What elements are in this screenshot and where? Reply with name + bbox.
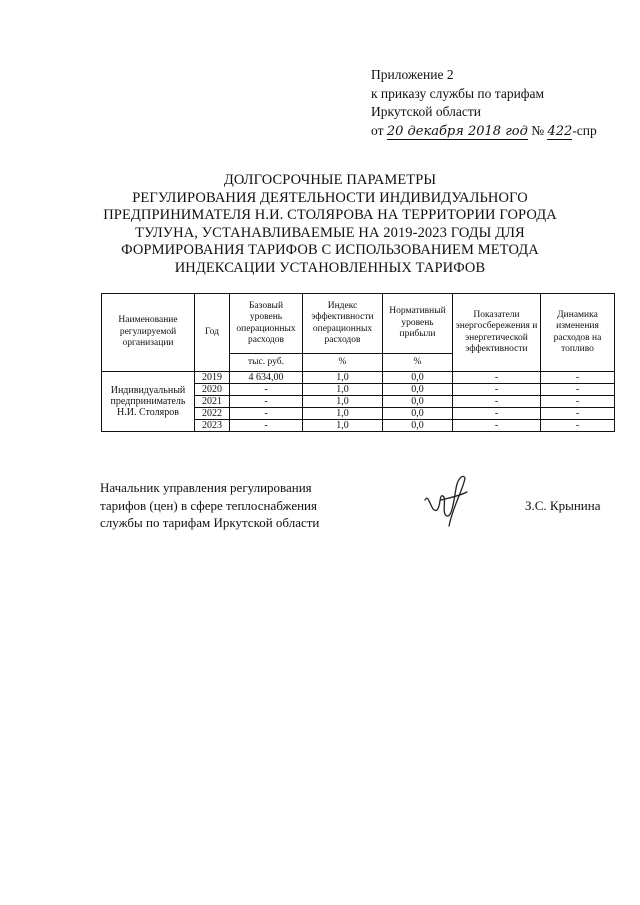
cell-profit: 0,0 <box>383 384 453 396</box>
cell-year: 2020 <box>195 384 230 396</box>
title-line-1: ДОЛГОСРОЧНЫЕ ПАРАМЕТРЫ <box>223 172 437 188</box>
order-number-handwritten: 422 <box>547 123 573 139</box>
signer-position-line-1: Начальник управления регулирования <box>100 480 312 495</box>
cell-index: 1,0 <box>303 420 383 432</box>
signer-position-line-3: службы по тарифам Иркутской области <box>100 515 320 530</box>
header-profit-level: Нормативный уровень прибыли <box>383 294 453 354</box>
cell-base: - <box>230 420 303 432</box>
appendix-header <box>371 66 597 140</box>
cell-base: - <box>230 384 303 396</box>
cell-energy: - <box>453 372 541 384</box>
unit-profit: % <box>383 354 453 372</box>
cell-base: - <box>230 396 303 408</box>
cell-year: 2019 <box>195 372 230 384</box>
header-organization: Наименование регулируемой организации <box>102 294 195 372</box>
cell-fuel: - <box>541 396 615 408</box>
appendix-line-1: Приложение 2 <box>371 67 454 82</box>
number-suffix: -спр <box>572 122 597 138</box>
title-line-4: ТУЛУНА, УСТАНАВЛИВАЕМЫЕ НА 2019-2023 ГОДЫ ДЛЯ <box>135 224 525 241</box>
cell-year: 2023 <box>195 420 230 432</box>
cell-energy: - <box>453 408 541 420</box>
appendix-order-line <box>371 122 597 141</box>
cell-fuel: - <box>541 384 615 396</box>
appendix-line-3: Иркутской области <box>371 104 482 119</box>
order-date-handwritten: 20 декабря 2018 год <box>386 123 528 139</box>
cell-year: 2022 <box>195 408 230 420</box>
title-line-6: ИНДЕКСАЦИИ УСТАНОВЛЕННЫХ ТАРИФОВ <box>174 259 486 276</box>
cell-profit: 0,0 <box>383 372 453 384</box>
cell-fuel: - <box>541 408 615 420</box>
unit-index: % <box>303 354 383 372</box>
cell-energy: - <box>453 384 541 396</box>
cell-index: 1,0 <box>303 372 383 384</box>
appendix-line-2: к приказу службы по тарифам <box>371 85 545 101</box>
handwritten-signature <box>419 470 479 528</box>
cell-index: 1,0 <box>303 384 383 396</box>
cell-energy: - <box>453 420 541 432</box>
title-line-3: ПРЕДПРИНИМАТЕЛЯ Н.И. СТОЛЯРОВА НА ТЕРРИТОРИИ ГОРОДА <box>103 207 557 223</box>
header-fuel-dynamics: Динамика изменения расходов на топливо <box>541 294 615 372</box>
cell-index: 1,0 <box>303 396 383 408</box>
cell-fuel: - <box>541 372 615 384</box>
header-efficiency-index: Индекс эффективности операционных расходов <box>303 294 383 354</box>
header-base-level: Базовый уровень операционных расходов <box>230 294 303 354</box>
unit-base: тыс. руб. <box>230 354 303 372</box>
cell-profit: 0,0 <box>383 420 453 432</box>
cell-index: 1,0 <box>303 408 383 420</box>
cell-year: 2021 <box>195 396 230 408</box>
cell-base: - <box>230 408 303 420</box>
signer-name: З.С. Крынина <box>525 498 601 513</box>
number-prefix: № <box>531 122 545 138</box>
table-row <box>102 372 615 384</box>
signer-position-line-2: тарифов (цен) в сфере теплоснабжения <box>100 497 317 513</box>
cell-base: 4 634,00 <box>230 372 303 384</box>
date-prefix: от <box>371 122 384 138</box>
cell-profit: 0,0 <box>383 408 453 420</box>
table-header-row <box>102 294 615 354</box>
cell-fuel: - <box>541 420 615 432</box>
signer-position <box>100 479 319 532</box>
title-line-2: РЕГУЛИРОВАНИЯ ДЕЯТЕЛЬНОСТИ ИНДИВИДУАЛЬНОГО <box>132 189 528 206</box>
document-title <box>100 172 560 277</box>
organization-name: Индивидуальный предприниматель Н.И. Столяров <box>102 372 195 432</box>
cell-profit: 0,0 <box>383 396 453 408</box>
parameters-table <box>101 293 615 432</box>
header-energy-saving: Показатели энергосбережения и энергетической эффективности <box>453 294 541 372</box>
cell-energy: - <box>453 396 541 408</box>
title-line-5: ФОРМИРОВАНИЯ ТАРИФОВ С ИСПОЛЬЗОВАНИЕМ МЕТОДА <box>121 242 539 258</box>
header-year: Год <box>195 294 230 372</box>
